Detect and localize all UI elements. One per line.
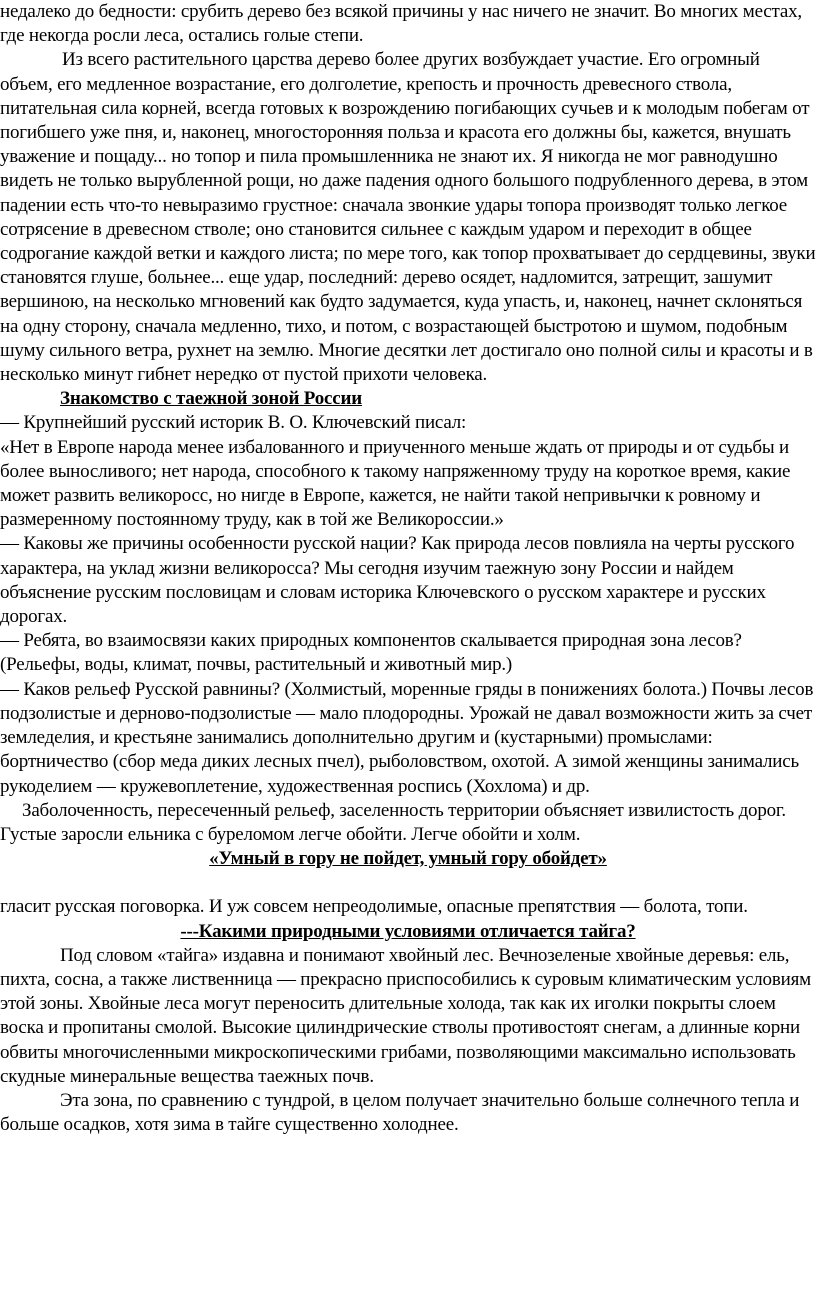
paragraph-taiga-definition: Под словом «тайга» издавна и понимают хвойный лес. Вечнозеленые хвойные деревья: ель, пихта, сосна, а также лиственница — прекрасно приспособились к суровым климатическим условиям этой зоны. Хвойные леса могут переносить длительные холода, так как их иголки покрыты слоем воска и пропитаны смолой. Высокие цилиндрические стволы противостоят снегам, а длинные корни обвиты многочисленными микроскопическими грибами, позволяющими максимально использовать скудные минеральные вещества таежных почв. [0, 944, 811, 1087]
paragraph-nation-question: — Каковы же причины особенности русской нации? Как природа лесов повлияла на черты русского характера, на уклад жизни великоросса? Мы сегодня изучим таежную зону России и найдем объяснение русским пословицам и словам историка Ключевского о русском характере и русских дорогах. [0, 533, 795, 628]
heading-proverb: «Умный в гору не пойдет, умный гору обойдет» [209, 848, 607, 870]
paragraph-deforestation-intro: недалеко до бедности: срубить дерево без всякой причины у нас ничего не значит. Во многих местах, где некогда росли леса, остались голые степи. [0, 1, 802, 47]
paragraph-relief-question: — Каков рельеф Русской равнины? (Холмистый, моренные гряды в понижениях болота.) Почвы лесов подзолистые и дерново-подзолистые — мало плодородны. Урожай не давал возможности жить за счет земледелия, и крестьяне занимались дополнительно другим и (кустарными) промыслами: бортничество (сбор меда диких лесных пчел), рыболовством, охотой. А зимой женщины занимались рукоделием — кружевоплетение, художественная роспись (Хохлома) и др. [0, 678, 814, 797]
paragraph-tree-description: Из всего растительного царства дерево более других возбуждает участие. Его огромный объем, его медленное возрастание, его долголетие, крепость и прочность древесного ствола, питательная сила корней, всегда готовых к возрождению погибающих сучьев и к молодым побегам от погибшего уже пня, и, наконец, многосторонняя польза и красота его должны бы, кажется, внушать уважение и пощаду... но топор и пила промышленника не знают их. Я никогда не мог равнодушно видеть не только вырубленной рощи, но даже падения одного большого подрубленного дерева, в этом падении есть что-то невыразимо грустное: сначала звонкие удары топора производят только легкое сотрясение в древесном стволе; оно становится сильнее с каждым ударом и переходит в общее содрогание каждой ветки и каждого листа; по мере того, как топор прохватывает до сердцевины, звуки становятся глуше, больнее... еще удар, последний: дерево осядет, надломится, затрещит, зашумит вершиною, на несколько мгновений как будто задумается, куда упасть, и, наконец, начнет склоняться на одну сторону, сначала медленно, тихо, и потом, с возрастающей быстротою и шумом, подобным шуму сильного ветра, рухнет на землю. Многие десятки лет достигало оно полной силы и красоты и в несколько минут гибнет нередко от пустой прихоти человека. [0, 49, 816, 386]
heading-taiga-conditions: ---Какими природными условиями отличается тайга? [180, 920, 636, 942]
heading-taiga-intro: Знакомство с таежной зоной России [60, 388, 362, 410]
paragraph-proverb-continuation: гласит русская поговорка. И уж совсем непреодолимые, опасные препятствия — болота, топи. [0, 896, 748, 918]
paragraph-klyuchevsky-quote: «Нет в Европе народа менее избалованного и приученного меньше ждать от природы и от судьбы и более выносливого; нет народа, способного к такому напряженному труду на короткое время, какие может развить великоросс, но нигде в Европе, кажется, не найти такой непривычки к ровному и размеренному постоянному труду, как в той же Великороссии.» [0, 436, 791, 531]
blank-line [0, 871, 816, 895]
paragraph-taiga-climate: Эта зона, по сравнению с тундрой, в целом получает значительно больше солнечного тепла и больше осадков, хотя зима в тайге существенно холоднее. [0, 1089, 800, 1136]
paragraph-klyuchevsky-quote-intro: — Крупнейший русский историк В. О. Ключевский писал: [0, 412, 467, 434]
paragraph-roads: Заболоченность, пересеченный рельеф, заселенность территории объясняет извилистость дорог. Густые заросли ельника с буреломом легче обойти. Легче обойти и холм. [0, 799, 786, 845]
paragraph-components-question: — Ребята, во взаимосвязи каких природных компонентов скалывается природная зона лесов? (Рельефы, воды, климат, почвы, растительный и животный мир.) [0, 630, 742, 676]
